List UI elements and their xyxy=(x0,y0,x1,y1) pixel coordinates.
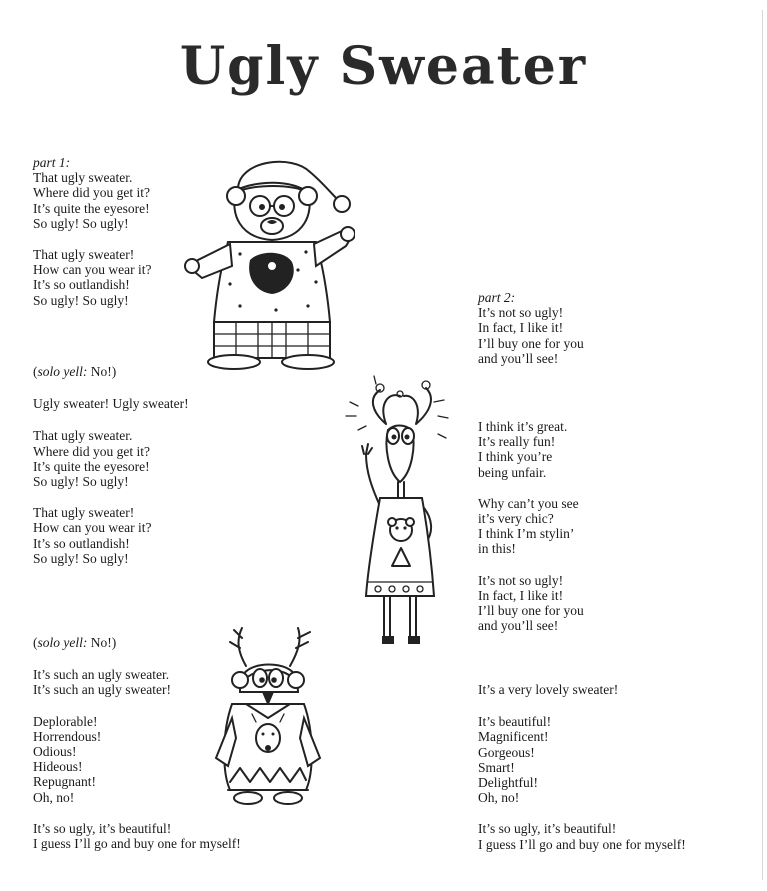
solo-text: No! xyxy=(90,635,112,650)
lyric-line: Hideous! xyxy=(33,759,83,775)
lyric-line: it’s very chic? xyxy=(478,511,554,527)
lyric-line: Oh, no! xyxy=(33,789,75,805)
bear-santa-hat-illustration xyxy=(180,150,355,372)
lyric-line: I think it’s great. xyxy=(478,419,568,435)
lyric-line: That ugly sweater! xyxy=(33,505,135,521)
lyric-line: So ugly! So ugly! xyxy=(33,550,129,566)
lyric-line: I think you’re xyxy=(478,449,553,465)
lyric-line: It’s not so ugly! xyxy=(478,572,564,588)
lyric-line: It’s really fun! xyxy=(478,434,556,450)
lyric-line: Where did you get it? xyxy=(33,443,150,459)
lyric-line: So ugly! So ugly! xyxy=(33,474,129,490)
lyric-line: I’ll buy one for you xyxy=(478,603,584,619)
lyric-line: It’s beautiful! xyxy=(478,714,552,730)
lyric-line: being unfair. xyxy=(478,464,547,480)
lyric-line: Why can’t you see xyxy=(478,495,579,511)
solo-yell: (solo yell: No!) xyxy=(33,364,117,379)
lyric-line: That ugly sweater. xyxy=(33,428,133,444)
lyric-line: That ugly sweater! xyxy=(33,247,135,263)
lyric-line: Horrendous! xyxy=(33,728,102,744)
lyric-line: It’s quite the eyesore! xyxy=(33,200,150,216)
lyric-line: It’s a very lovely sweater! xyxy=(478,682,619,697)
lyric-line: and you’ll see! xyxy=(478,618,559,634)
part-label: part 1: xyxy=(33,155,71,170)
penguin-antlers-illustration xyxy=(206,622,331,812)
lyric-line: In fact, I like it! xyxy=(478,320,564,336)
lyric-line: I think I’m stylin’ xyxy=(478,526,575,542)
lyric-line: I guess I’ll go and buy one for myself! xyxy=(478,836,686,852)
solo-label: solo yell: xyxy=(37,635,88,650)
lyric-line: It’s so ugly, it’s beautiful! xyxy=(33,820,172,836)
lyrics-left-middle xyxy=(33,364,233,582)
lyric-line: How can you wear it? xyxy=(33,520,152,536)
lyric-line: Odious! xyxy=(33,744,77,760)
lyric-line: Smart! xyxy=(478,759,515,775)
lyric-line: I’ll buy one for you xyxy=(478,335,584,351)
lyric-line: Oh, no! xyxy=(478,790,520,806)
lyric-line: How can you wear it? xyxy=(33,262,152,278)
lyric-line: It’s such an ugly sweater. xyxy=(33,667,170,683)
lyric-line: It’s such an ugly sweater! xyxy=(33,682,171,698)
lyric-line: So ugly! So ugly! xyxy=(33,215,129,231)
lyric-line: It’s so ugly, it’s beautiful! xyxy=(478,821,617,837)
solo-yell: (solo yell: No!) xyxy=(33,635,117,650)
lyric-line: Delightful! xyxy=(478,775,538,791)
lyric-line: It’s so outlandish! xyxy=(33,277,130,293)
lyric-line: Gorgeous! xyxy=(478,744,535,760)
lyric-line: Ugly sweater! Ugly sweater! xyxy=(33,396,189,412)
page-edge xyxy=(762,10,763,880)
solo-label: solo yell: xyxy=(37,364,88,379)
lyric-line: in this! xyxy=(478,541,516,557)
lyric-line: Where did you get it? xyxy=(33,185,150,201)
part-label: part 2: xyxy=(478,290,516,305)
lyric-line: and you’ll see! xyxy=(478,350,559,366)
lyric-line: Repugnant! xyxy=(33,774,96,790)
lyric-line: In fact, I like it! xyxy=(478,587,564,603)
lyric-line: That ugly sweater. xyxy=(33,170,133,186)
lyric-line: Magnificent! xyxy=(478,729,549,745)
lyric-line: It’s so outlandish! xyxy=(33,535,130,551)
lyric-line: It’s quite the eyesore! xyxy=(33,458,150,474)
solo-text: No! xyxy=(90,364,112,379)
lyrics-right-bottom xyxy=(478,682,718,868)
lyric-line: Deplorable! xyxy=(33,713,98,729)
lyric-line: It’s not so ugly! xyxy=(478,305,564,321)
page-title: Ugly Sweater xyxy=(179,36,588,97)
lyric-line: So ugly! So ugly! xyxy=(33,292,129,308)
lyrics-left-bottom xyxy=(33,635,241,867)
lyrics-right-part2 xyxy=(478,290,718,649)
reindeer-lights-illustration xyxy=(338,372,468,654)
lyric-line: I guess I’ll go and buy one for myself! xyxy=(33,836,241,852)
